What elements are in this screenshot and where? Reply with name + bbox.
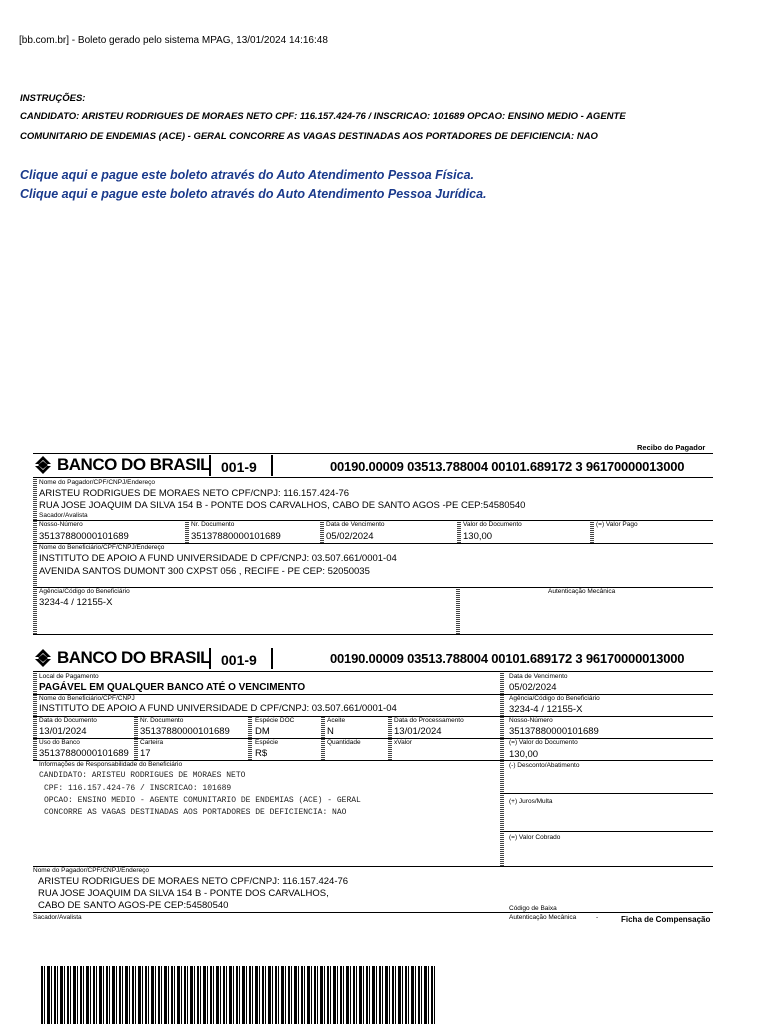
info-label: Informações de Responsabilidade do Beneficiário	[39, 761, 183, 768]
instructions-line-2: COMUNITARIO DE ENDEMIAS (ACE) - GERAL CONCORRE AS VAGAS DESTINADAS AOS PORTADORES DE DEFICIENCIA: NAO	[20, 131, 598, 142]
receipt-beneficiario-label: Nome do Beneficiário/CPF/CNPJ/Endereço	[39, 544, 165, 551]
receipt-payer-line-2: RUA JOSE JOAQUIM DA SILVA 154 B - PONTE DOS CARVALHOS, CABO DE SANTO AGOS -PE CEP:54580540	[39, 500, 526, 511]
carteira-label: Carteira	[140, 739, 164, 746]
receipt-agencia-label: Agência/Código do Beneficiário	[39, 588, 130, 595]
receipt-agencia: 3234-4 / 12155-X	[39, 597, 113, 608]
receipt-vencimento-label: Data de Vencimento	[326, 521, 385, 528]
beneficiario: INSTITUTO DE APOIO A FUND UNIVERSIDADE D CPF/CNPJ: 03.507.661/0001-04	[39, 703, 397, 714]
bank-name: BANCO DO BRASIL	[57, 455, 211, 474]
uso-banco: 35137880000101689	[39, 748, 129, 759]
link-pessoa-juridica[interactable]: Clique aqui e pague este boleto através do Auto Atendimento Pessoa Jurídica.	[20, 187, 487, 201]
especie-doc: DM	[255, 726, 270, 737]
especie-label: Espécie	[255, 739, 279, 746]
barcode	[41, 966, 435, 1024]
vencimento: 05/02/2024	[509, 682, 557, 693]
autenticacao-dash: -	[596, 914, 599, 921]
receipt-beneficiario-line-1: INSTITUTO DE APOIO A FUND UNIVERSIDADE D CPF/CNPJ: 03.507.661/0001-04	[39, 553, 397, 564]
bank-logo	[33, 455, 210, 475]
bank-logo-compensacao	[33, 648, 210, 668]
receipt-nosso-numero: 35137880000101689	[39, 531, 129, 542]
nosso-numero-label: Nosso-Número	[509, 717, 553, 724]
nr-documento: 35137880000101689	[140, 726, 230, 737]
receipt-valor: 130,00	[463, 531, 493, 542]
receipt-title: Recibo do Pagador	[637, 443, 706, 452]
bb-logo-icon	[33, 455, 53, 475]
xvalor-label: xValor	[394, 739, 412, 746]
pagador-line-1: ARISTEU RODRIGUES DE MORAES NETO CPF/CNPJ: 116.157.424-76	[38, 876, 349, 887]
bb-logo-icon	[33, 648, 53, 668]
bank-code: 001-9	[221, 652, 257, 668]
desconto-label: (-) Desconto/Abatimento	[509, 762, 580, 769]
autenticacao-label: Autenticação Mecânica	[509, 914, 577, 921]
uso-banco-label: Uso do Banco	[39, 739, 80, 746]
receipt-autenticacao-label: Autenticação Mecânica	[548, 588, 616, 595]
receipt-vencimento: 05/02/2024	[326, 531, 374, 542]
receipt-payer-label: Nome do Pagador/CPF/CNPJ/Endereço	[39, 479, 155, 486]
aceite-label: Aceite	[327, 717, 346, 724]
instructions-title: INSTRUÇÕES:	[20, 93, 86, 104]
nosso-numero: 35137880000101689	[509, 726, 599, 737]
info-line-4: CONCORRE AS VAGAS DESTINADAS AOS PORTADORES DE DEFICIENCIA: NAO	[44, 808, 347, 817]
valor-documento-label: (=) Valor do Documento	[509, 739, 578, 746]
agencia: 3234-4 / 12155-X	[509, 704, 583, 715]
codigo-baixa-label: Código de Baixa	[509, 905, 557, 912]
data-processamento-label: Data do Processamento	[394, 717, 464, 724]
especie-doc-label: Espécie DOC	[255, 717, 295, 724]
pagador-line-3: CABO DE SANTO AGOS-PE CEP:54580540	[38, 900, 229, 911]
pagador-label: Nome do Pagador/CPF/CNPJ/Endereço	[33, 867, 149, 874]
juros-label: (+) Juros/Multa	[509, 798, 553, 805]
aceite: N	[327, 726, 334, 737]
ficha-compensacao-label: Ficha de Compensação	[621, 915, 711, 924]
receipt-sacador-label: Sacador/Avalista	[39, 512, 88, 519]
local-pagamento-label: Local de Pagamento	[39, 673, 99, 680]
receipt-beneficiario-line-2: AVENIDA SANTOS DUMONT 300 CXPST 056 , RECIFE - PE CEP: 52050035	[39, 566, 370, 577]
carteira: 17	[140, 748, 151, 759]
receipt-valor-pago-label: (=) Valor Pago	[596, 521, 638, 528]
info-line-1: CANDIDATO: ARISTEU RODRIGUES DE MORAES NETO	[39, 771, 246, 780]
valor-cobrado-label: (=) Valor Cobrado	[509, 834, 561, 841]
receipt-nr-documento: 35137880000101689	[191, 531, 281, 542]
info-line-3: OPCAO: ENSINO MEDIO - AGENTE COMUNITARIO DE ENDEMIAS (ACE) - GERAL	[44, 796, 361, 805]
page-header: [bb.com.br] - Boleto gerado pelo sistema MPAG, 13/01/2024 14:16:48	[19, 35, 328, 46]
link-pessoa-fisica[interactable]: Clique aqui e pague este boleto através do Auto Atendimento Pessoa Física.	[20, 168, 475, 182]
linha-digitavel-compensacao: 00190.00009 03513.788004 00101.689172 3 96170000013000	[330, 651, 685, 666]
valor-documento: 130,00	[509, 749, 539, 760]
receipt-nosso-numero-label: Nosso-Número	[39, 521, 83, 528]
especie: R$	[255, 748, 268, 759]
quantidade-label: Quantidade	[327, 739, 361, 746]
bank-name: BANCO DO BRASIL	[57, 648, 211, 667]
beneficiario-label: Nome do Beneficiário/CPF/CNPJ	[39, 695, 135, 702]
sacador-label: Sacador/Avalista	[33, 914, 82, 921]
data-documento-label: Data do Documento	[39, 717, 97, 724]
pagador-line-2: RUA JOSE JOAQUIM DA SILVA 154 B - PONTE DOS CARVALHOS,	[38, 888, 329, 899]
instructions-line-1: CANDIDATO: ARISTEU RODRIGUES DE MORAES NETO CPF: 116.157.424-76 / INSCRICAO: 101689 OPCAO: ENSINO MEDIO - AGENTE	[20, 111, 626, 122]
receipt-valor-label: Valor do Documento	[463, 521, 522, 528]
linha-digitavel: 00190.00009 03513.788004 00101.689172 3 96170000013000	[330, 459, 685, 474]
receipt-payer-line-1: ARISTEU RODRIGUES DE MORAES NETO CPF/CNPJ: 116.157.424-76	[39, 488, 350, 499]
receipt-nr-documento-label: Nr. Documento	[191, 521, 235, 528]
info-line-2: CPF: 116.157.424-76 / INSCRICAO: 101689	[44, 784, 232, 793]
local-pagamento: PAGÁVEL EM QUALQUER BANCO ATÉ O VENCIMENTO	[39, 682, 306, 693]
bank-code: 001-9	[221, 459, 257, 475]
data-documento: 13/01/2024	[39, 726, 87, 737]
nr-documento-label: Nr. Documento	[140, 717, 184, 724]
vencimento-label: Data de Vencimento	[509, 673, 568, 680]
agencia-label: Agência/Código do Beneficiário	[509, 695, 600, 702]
data-processamento: 13/01/2024	[394, 726, 442, 737]
